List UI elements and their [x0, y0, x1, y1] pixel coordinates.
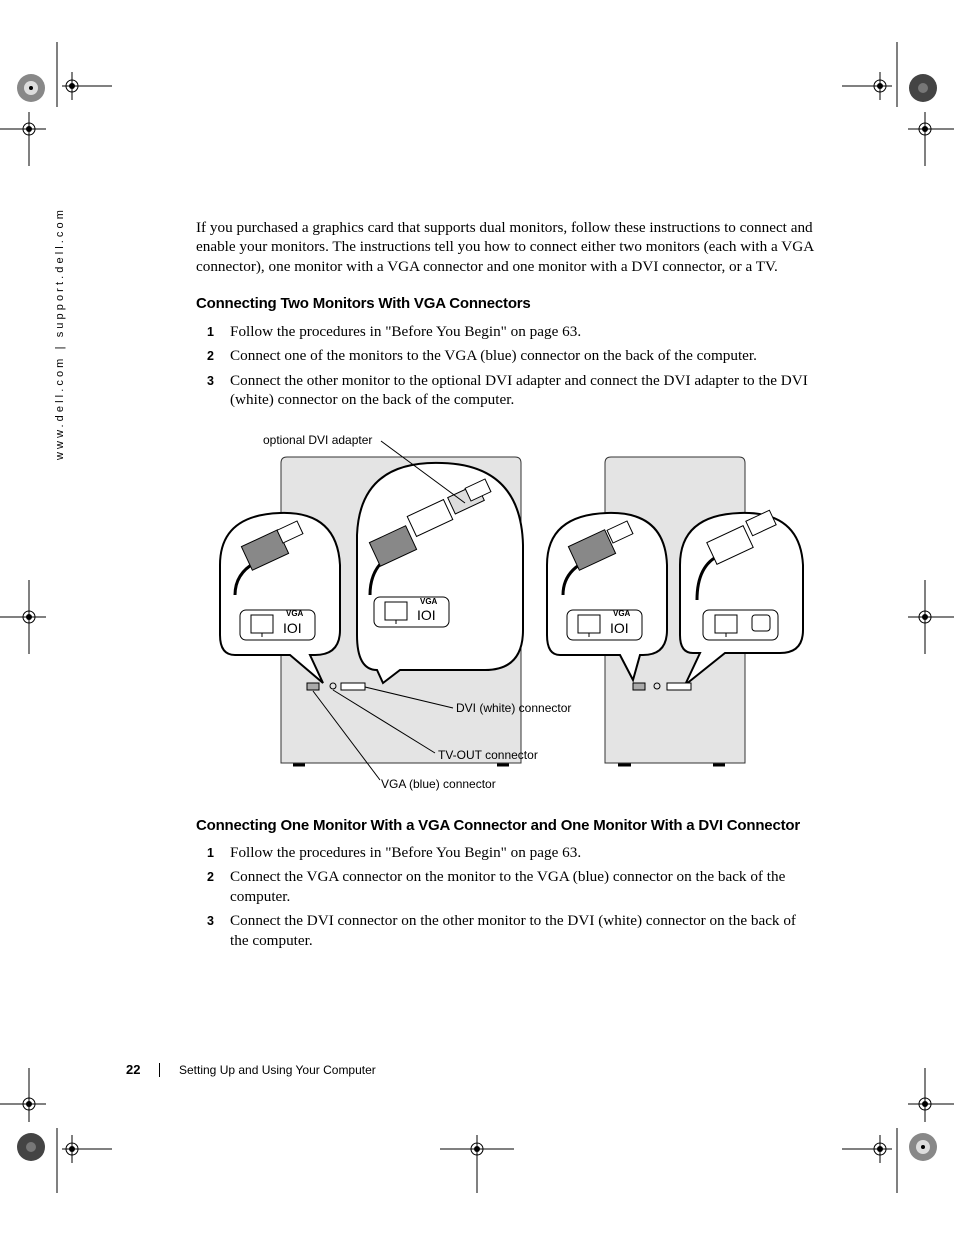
step-text: Connect the other monitor to the optional DVI adapter and connect the DVI adapter to the DVI (white) connector on the back of the computer. [230, 371, 808, 409]
step-number: 1 [207, 846, 214, 860]
svg-text:IOI: IOI [610, 620, 629, 636]
footer-divider [159, 1063, 160, 1077]
heading-vga-dvi: Connecting One Monitor With a VGA Connector and One Monitor With a DVI Connector [196, 817, 800, 834]
step-number: 2 [207, 349, 214, 364]
label-vga-connector: VGA (blue) connector [381, 777, 496, 791]
intro-block [196, 218, 814, 276]
vga-badge: VGA [613, 609, 631, 618]
label-tvout-connector: TV-OUT connector [438, 748, 538, 762]
step-text: Connect the VGA connector on the monitor to the VGA (blue) connector on the back of the computer. [230, 868, 786, 905]
steps-vga-dvi [196, 843, 814, 955]
step-text: Connect the DVI connector on the other monitor to the DVI (white) connector on the back of the computer. [230, 912, 796, 949]
svg-text:IOI: IOI [283, 620, 302, 636]
step-number: 1 [207, 325, 214, 339]
label-dvi-connector: DVI (white) connector [456, 701, 572, 715]
step-number: 3 [207, 914, 214, 929]
footer-title: Setting Up and Using Your Computer [179, 1063, 376, 1077]
svg-text:IOI: IOI [417, 607, 436, 623]
vga-badge: VGA [286, 609, 304, 618]
step-text: Follow the procedures in "Before You Begin" on page 63. [230, 323, 582, 340]
monitor-connection-figure [215, 425, 815, 805]
steps-two-vga [196, 322, 814, 415]
vga-badge: VGA [420, 597, 438, 606]
label-dvi-adapter: optional DVI adapter [263, 433, 373, 447]
sidebar-url: www.dell.com | support.dell.com [54, 206, 66, 460]
step-item [196, 911, 814, 950]
step-item [196, 346, 814, 365]
step-number: 3 [207, 373, 214, 388]
step-text: Follow the procedures in "Before You Begin" on page 63. [230, 844, 582, 861]
step-number: 2 [207, 870, 214, 885]
step-item [196, 867, 814, 906]
step-item [196, 843, 814, 862]
heading-two-vga: Connecting Two Monitors With VGA Connectors [196, 295, 531, 312]
intro-paragraph: If you purchased a graphics card that supports dual monitors, follow these instructions to connect and enable your monitors. The instructions tell you how to connect either two monitors (each with a VGA connector), one monitor with a VGA connector and one monitor with a DVI connector, or a TV. [196, 219, 814, 275]
step-item [196, 322, 814, 341]
step-text: Connect one of the monitors to the VGA (blue) connector on the back of the computer. [230, 347, 757, 365]
step-item [196, 371, 814, 410]
page-number: 22 [126, 1062, 141, 1077]
